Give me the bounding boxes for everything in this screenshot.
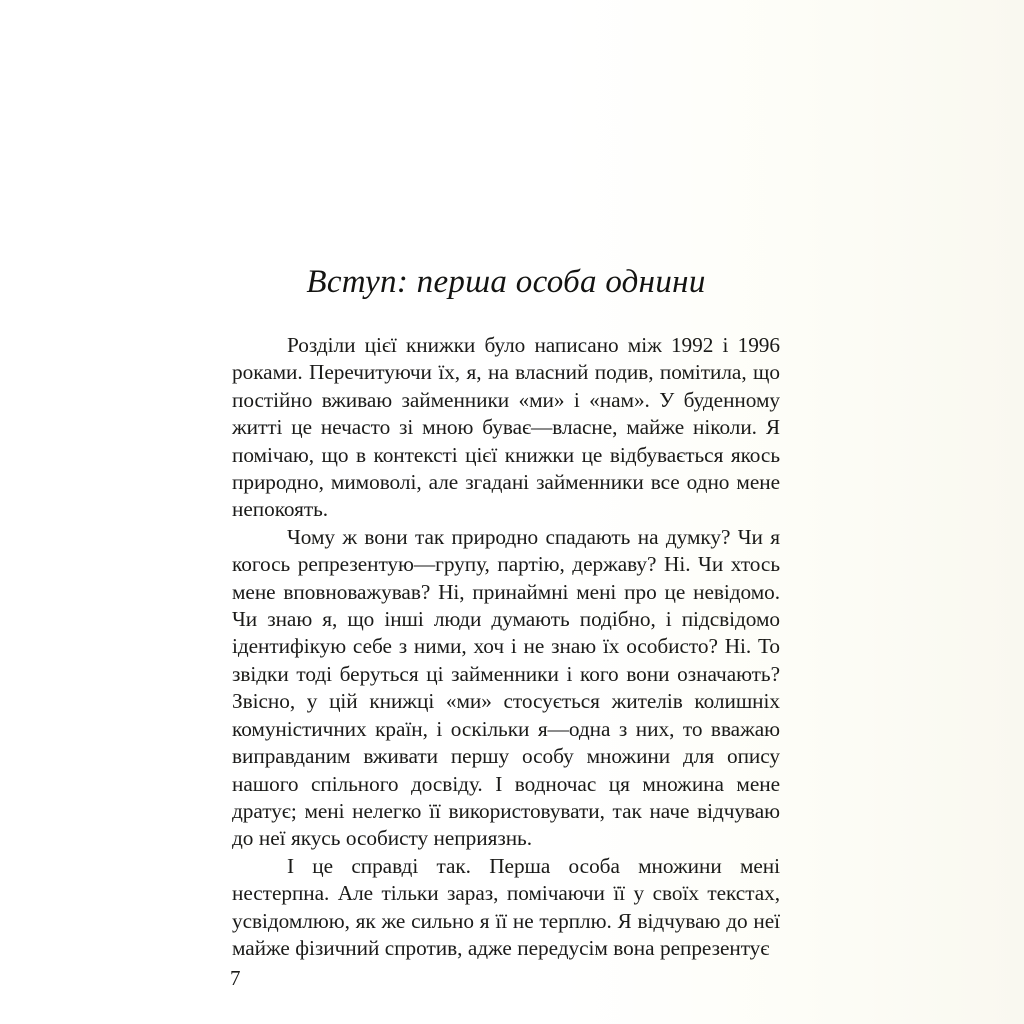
page-number: 7 <box>230 966 241 990</box>
chapter-title: Вступ: перша особа однини <box>306 264 706 300</box>
page-text-block <box>232 262 780 962</box>
body-paragraph-2: Чому ж вони так природно спадають на думку? Чи я когось репрезентую—групу, партію, державу? Ні. Чи хтось мене вповноважував? Ні, принаймні мені про це невідомо. Чи знаю я, що інші люди думають подібно, і підсвідомо ідентифікую себе з ними, хоч і не знаю їх особисто? Ні. То звідки тоді беруться ці займенники і кого вони означають? Звісно, у цій книжці «ми» стосується жителів колишніх комуністичних країн, і оскільки я—одна з них, то вважаю виправданим вживати першу особу множини для опису нашого спільного досвіду. І водночас ця множина мене дратує; мені нелегко її використовувати, так наче відчуваю до неї якусь особисту неприязнь. <box>232 524 780 851</box>
body-paragraph-1: Розділи цієї книжки було написано між 1992 і 1996 роками. Перечитуючи їх, я, на власний подив, помітила, що постійно вживаю займенники «ми» і «нам». У буденному житті це нечасто зі мною буває—власне, майже ніколи. Я помічаю, що в контексті цієї книжки це відбувається якось природно, мимоволі, але згадані займенники все одно мене непокоять. <box>232 333 780 522</box>
body-paragraph-3: І це справді так. Перша особа множини мені нестерпна. Але тільки зараз, помічаючи її у своїх текстах, усвідомлюю, як же сильно я її не терплю. Я відчуваю до неї майже фізичний спротив, адже передусім вона репрезентує <box>232 853 780 960</box>
